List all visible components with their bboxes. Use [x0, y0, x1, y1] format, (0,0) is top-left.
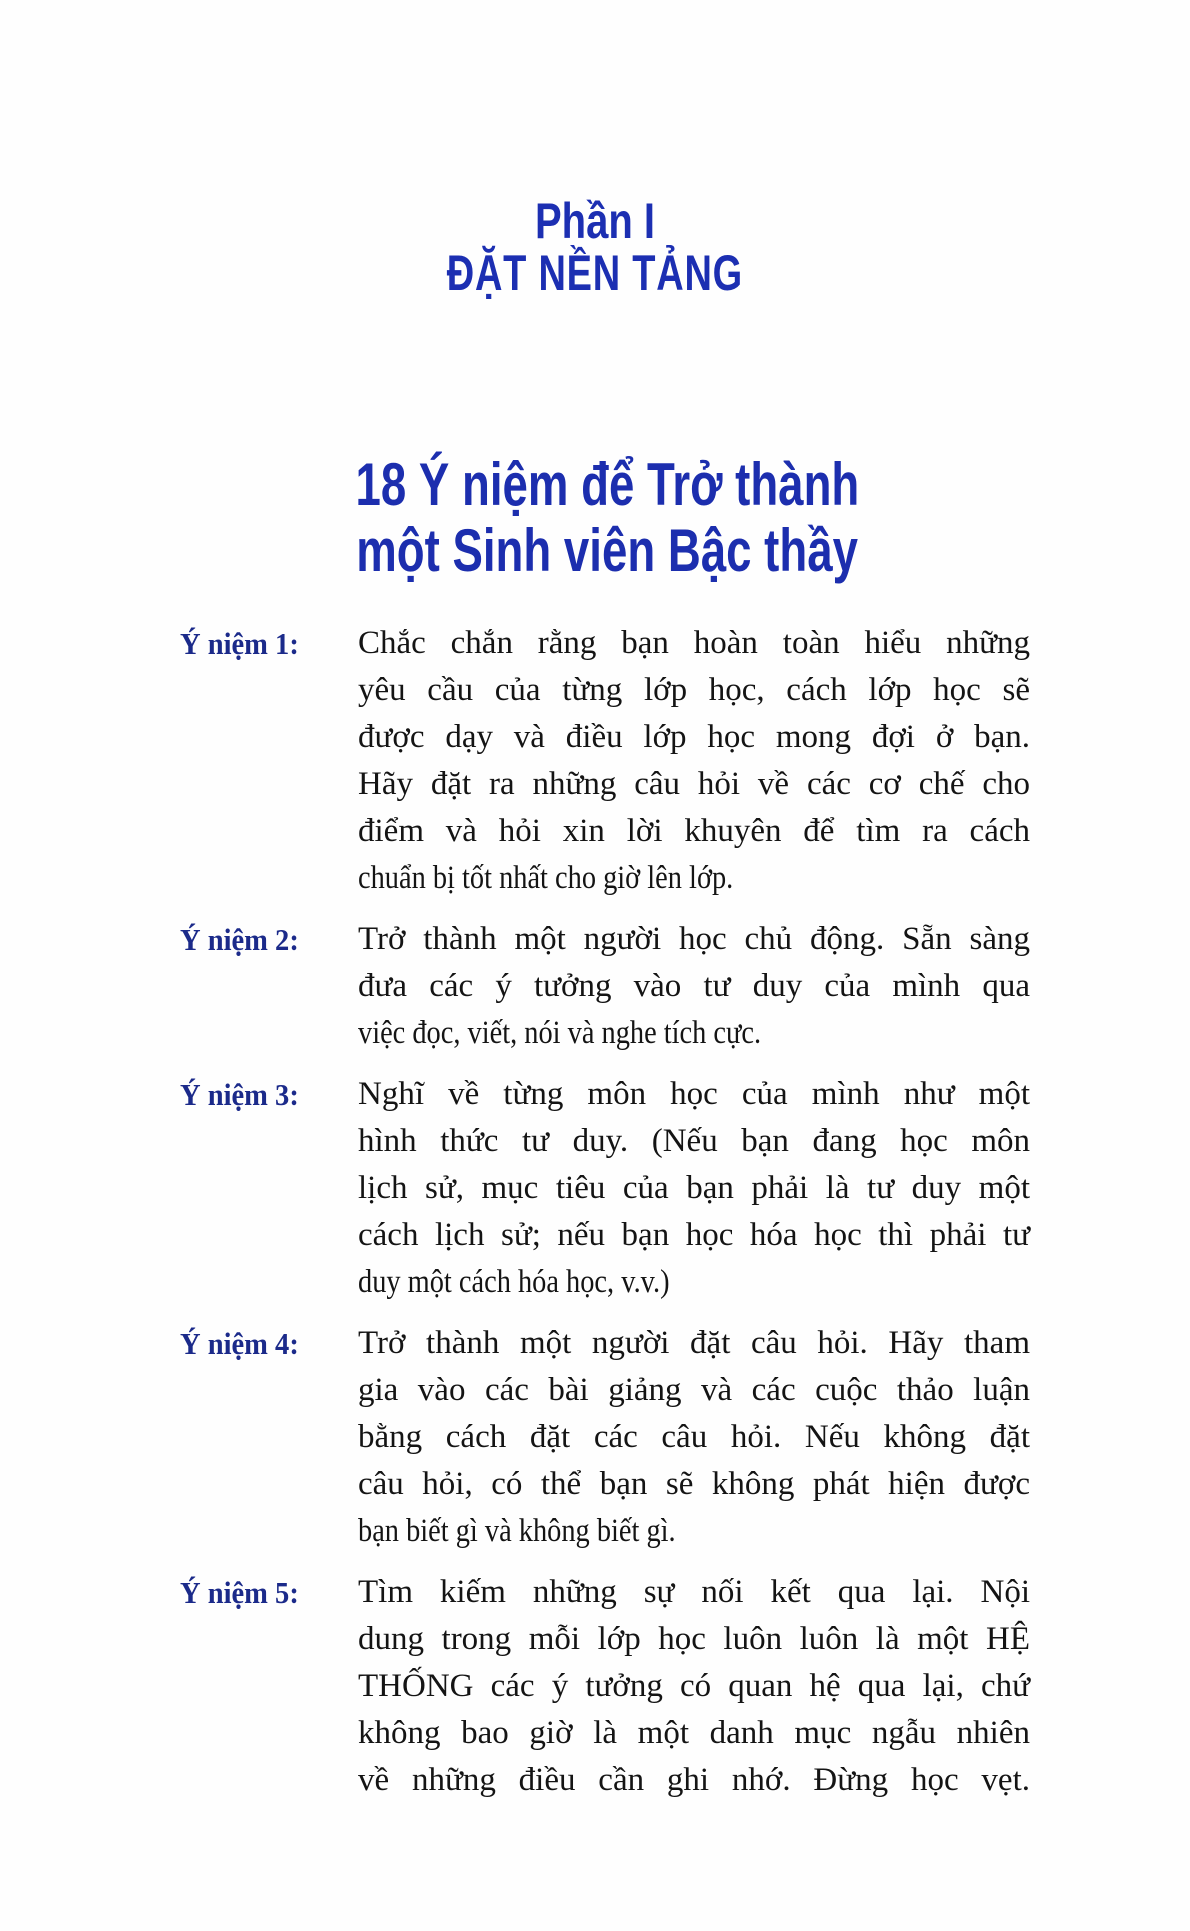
- idea-item-1: [180, 620, 1040, 902]
- idea-line: Trở thành một người học chủ động. Sẵn sàng: [358, 921, 1030, 957]
- idea-item-3: [180, 1071, 1040, 1306]
- idea-body: [358, 916, 1030, 1057]
- part-label-text: Phần I: [534, 193, 656, 249]
- idea-line: lịch sử, mục tiêu của bạn phải là tư duy một: [358, 1170, 1030, 1206]
- idea-line: câu hỏi, có thể bạn sẽ không phát hiện được: [358, 1466, 1030, 1502]
- idea-label: Ý niệm 4:: [180, 1326, 299, 1361]
- idea-label: Ý niệm 3:: [180, 1077, 299, 1112]
- idea-body: [358, 620, 1030, 902]
- idea-line: duy một cách hóa học, v.v.): [358, 1264, 670, 1300]
- ideas-list: [180, 620, 1040, 1818]
- idea-line: việc đọc, viết, nói và nghe tích cực.: [358, 1015, 762, 1051]
- idea-body: [358, 1071, 1030, 1306]
- idea-label: Ý niệm 2:: [180, 922, 299, 957]
- part-title-text: ĐẶT NỀN TẢNG: [446, 245, 744, 301]
- part-label: [0, 193, 1190, 249]
- idea-line: chuẩn bị tốt nhất cho giờ lên lớp.: [358, 860, 734, 896]
- idea-line: THỐNG các ý tưởng có quan hệ qua lại, chứ: [358, 1668, 1030, 1704]
- idea-line: gia vào các bài giảng và các cuộc thảo luận: [358, 1372, 1030, 1408]
- idea-line: Chắc chắn rằng bạn hoàn toàn hiểu những: [358, 625, 1030, 661]
- idea-body: [358, 1320, 1030, 1555]
- idea-line: đưa các ý tưởng vào tư duy của mình qua: [358, 968, 1030, 1004]
- idea-label: Ý niệm 1:: [180, 626, 299, 661]
- idea-line: cách lịch sử; nếu bạn học hóa học thì phải tư: [358, 1217, 1030, 1253]
- idea-line: Trở thành một người đặt câu hỏi. Hãy tham: [358, 1325, 1030, 1361]
- idea-line: Nghĩ về từng môn học của mình như một: [358, 1076, 1030, 1112]
- idea-line: bằng cách đặt các câu hỏi. Nếu không đặt: [358, 1419, 1030, 1455]
- idea-label: Ý niệm 5:: [180, 1575, 299, 1610]
- idea-line: được dạy và điều lớp học mong đợi ở bạn.: [358, 719, 1030, 755]
- idea-item-5: [180, 1569, 1040, 1804]
- chapter-title-line-1: [12, 452, 1190, 518]
- idea-item-4: [180, 1320, 1040, 1555]
- idea-line: hình thức tư duy. (Nếu bạn đang học môn: [358, 1123, 1030, 1159]
- chapter-title-text-2: một Sinh viên Bậc thầy: [356, 517, 858, 584]
- idea-line: bạn biết gì và không biết gì.: [358, 1513, 676, 1549]
- part-title: [0, 245, 1190, 301]
- chapter-title-line-2: [12, 518, 1190, 584]
- idea-line: yêu cầu của từng lớp học, cách lớp học sẽ: [358, 672, 1030, 708]
- idea-line: điểm và hỏi xin lời khuyên để tìm ra cách: [358, 813, 1030, 849]
- idea-line: không bao giờ là một danh mục ngẫu nhiên: [358, 1715, 1030, 1751]
- idea-line: về những điều cần ghi nhớ. Đừng học vẹt.: [358, 1762, 1030, 1798]
- idea-item-2: [180, 916, 1040, 1057]
- idea-line: dung trong mỗi lớp học luôn luôn là một HỆ: [358, 1621, 1030, 1657]
- chapter-title-text-1: 18 Ý niệm để Trở thành: [355, 451, 859, 518]
- idea-body: [358, 1569, 1030, 1804]
- idea-line: Hãy đặt ra những câu hỏi về các cơ chế cho: [358, 766, 1030, 802]
- idea-line: Tìm kiếm những sự nối kết qua lại. Nội: [358, 1574, 1030, 1610]
